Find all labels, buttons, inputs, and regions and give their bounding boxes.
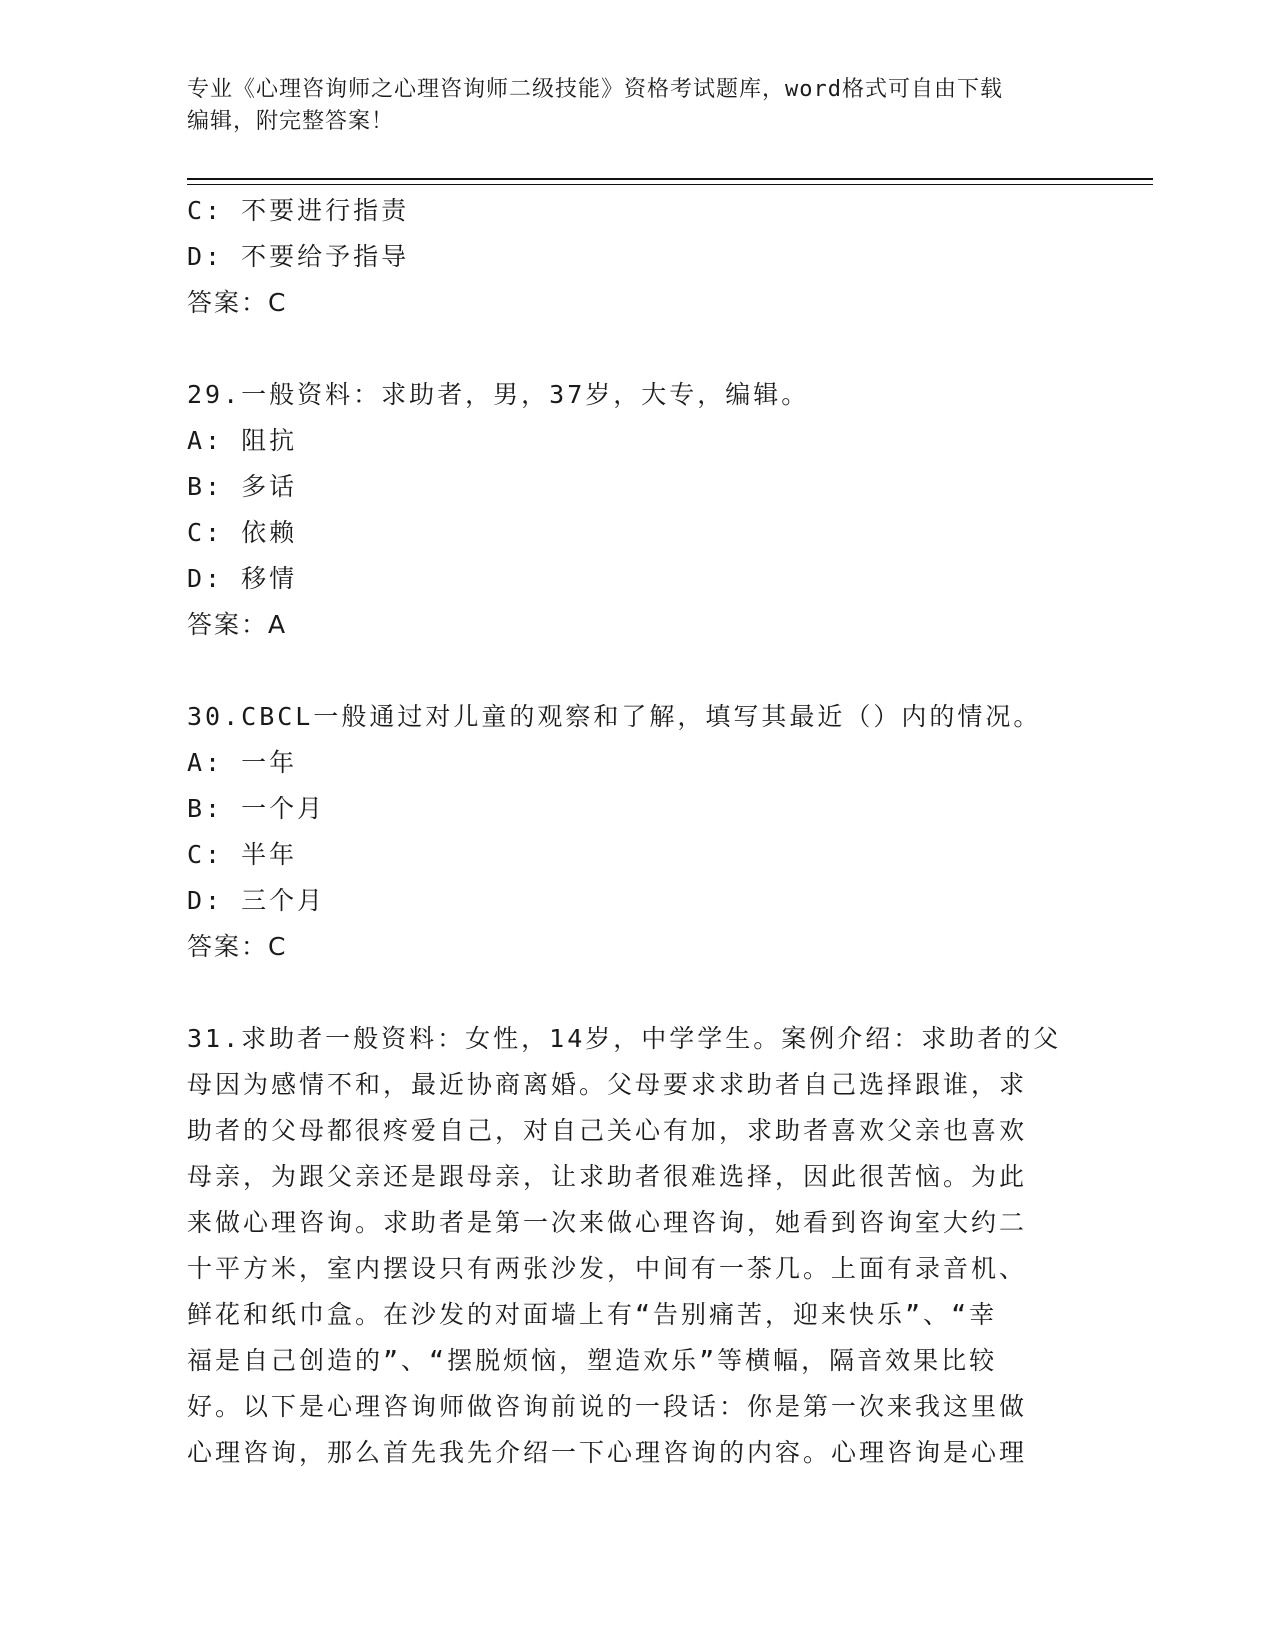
question-line: 鲜花和纸巾盒。在沙发的对面墙上有“告别痛苦，迎来快乐”、“幸 bbox=[187, 1300, 998, 1329]
question-text: 29.一般资料：求助者，男，37岁，大专，编辑。 bbox=[187, 380, 810, 409]
question-text: 30.CBCL一般通过对儿童的观察和了解，填写其最近（）内的情况。 bbox=[187, 702, 1042, 731]
question-line: 福是自己创造的”、“摆脱烦恼，塑造欢乐”等横幅，隔音效果比较 bbox=[187, 1346, 998, 1375]
option-c: C: 依赖 bbox=[187, 518, 298, 547]
question-30 bbox=[187, 694, 1087, 970]
option-c: C: 半年 bbox=[187, 840, 298, 869]
option-b: B: 一个月 bbox=[187, 794, 326, 823]
question-31 bbox=[187, 1016, 1087, 1476]
question-line: 十平方米，室内摆设只有两张沙发，中间有一茶几。上面有录音机、 bbox=[187, 1254, 1028, 1283]
header-divider-thick bbox=[187, 178, 1153, 180]
question-line: 母因为感情不和，最近协商离婚。父母要求求助者自己选择跟谁，求 bbox=[187, 1070, 1028, 1099]
question-line: 31.求助者一般资料：女性，14岁，中学学生。案例介绍：求助者的父 bbox=[187, 1024, 1062, 1053]
document-body bbox=[187, 188, 1087, 1476]
option-c: C: 不要进行指责 bbox=[187, 196, 410, 225]
question-line: 助者的父母都很疼爱自己，对自己关心有加，求助者喜欢父亲也喜欢 bbox=[187, 1116, 1028, 1145]
spacer bbox=[187, 326, 1087, 372]
question-line: 母亲，为跟父亲还是跟母亲，让求助者很难选择，因此很苦恼。为此 bbox=[187, 1162, 1028, 1191]
spacer bbox=[187, 648, 1087, 694]
document-header bbox=[187, 74, 1087, 138]
option-d: D: 三个月 bbox=[187, 886, 326, 915]
header-line-1: 专业《心理咨询师之心理咨询师二级技能》资格考试题库，word格式可自由下载 bbox=[187, 77, 1003, 102]
option-d: D: 移情 bbox=[187, 564, 298, 593]
answer: 答案：A bbox=[187, 610, 288, 639]
option-d: D: 不要给予指导 bbox=[187, 242, 410, 271]
header-divider-thin bbox=[187, 184, 1153, 185]
question-29 bbox=[187, 372, 1087, 648]
answer: 答案：C bbox=[187, 288, 288, 317]
header-line-2: 编辑，附完整答案！ bbox=[187, 109, 395, 134]
option-a: A: 一年 bbox=[187, 748, 298, 777]
answer: 答案：C bbox=[187, 932, 288, 961]
question-line: 好。以下是心理咨询师做咨询前说的一段话：你是第一次来我这里做 bbox=[187, 1392, 1028, 1421]
question-line: 心理咨询，那么首先我先介绍一下心理咨询的内容。心理咨询是心理 bbox=[187, 1438, 1028, 1467]
option-b: B: 多话 bbox=[187, 472, 298, 501]
question-line: 来做心理咨询。求助者是第一次来做心理咨询，她看到咨询室大约二 bbox=[187, 1208, 1028, 1237]
question-28-tail bbox=[187, 188, 1087, 326]
option-a: A: 阻抗 bbox=[187, 426, 298, 455]
spacer bbox=[187, 970, 1087, 1016]
